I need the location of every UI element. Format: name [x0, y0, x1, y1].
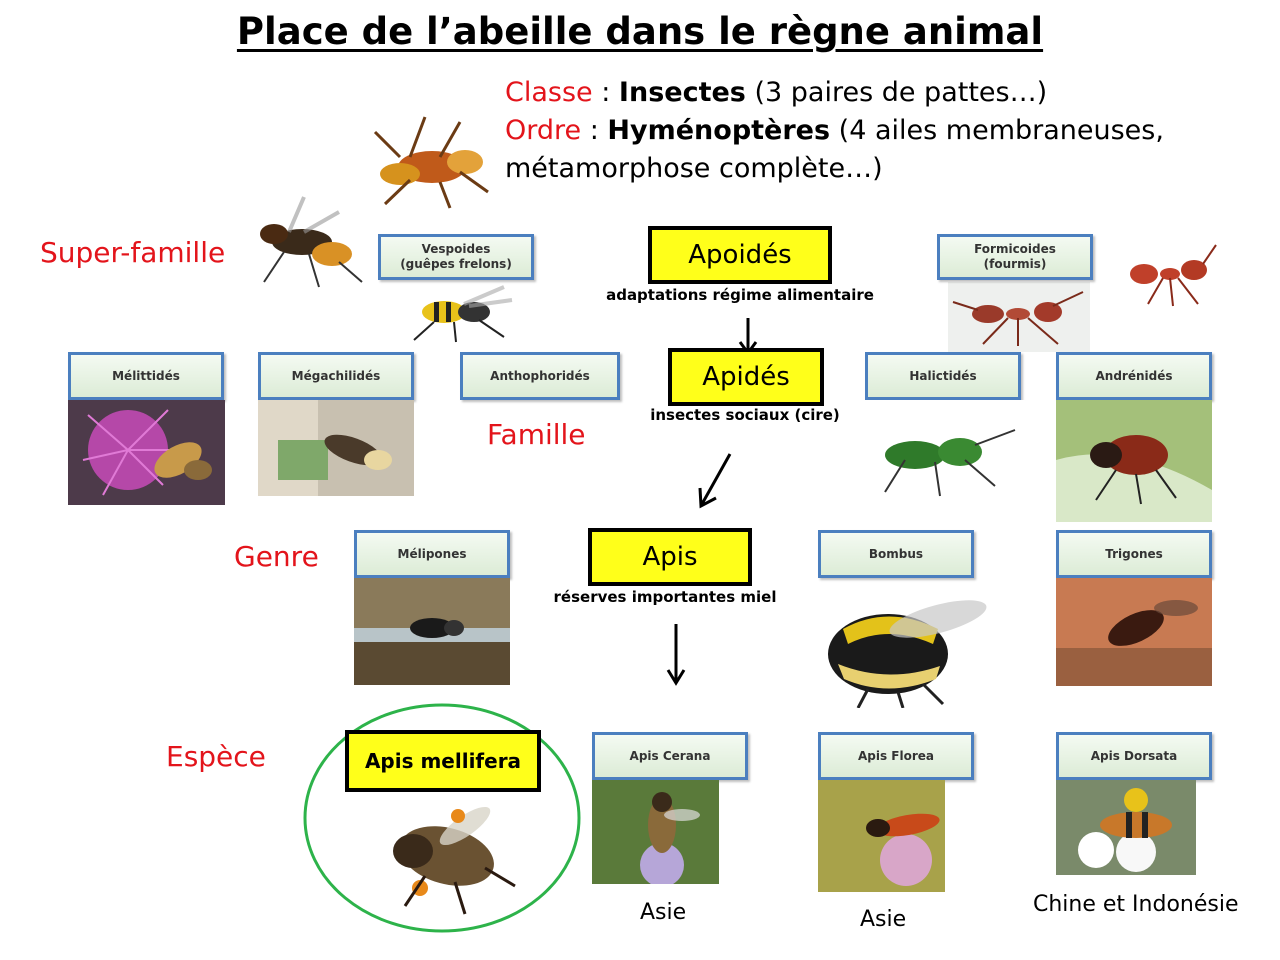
box-halictides: Halictidés: [865, 352, 1021, 400]
melipona-photo: [354, 578, 510, 685]
note-apoides: adaptations régime alimentaire: [606, 286, 874, 304]
ordre-line-2: métamorphose complète…): [505, 153, 883, 184]
wasp-photo-1: [244, 192, 364, 292]
hornet-photo: [370, 112, 495, 212]
box-apis: Apis: [588, 528, 752, 586]
bombus-photo: [808, 584, 998, 708]
box-melipones: Mélipones: [354, 530, 510, 578]
level-superfamille: Super-famille: [40, 236, 226, 269]
location-florea: Asie: [860, 907, 907, 932]
classe-line: [505, 74, 1164, 112]
note-apis: réserves importantes miel: [553, 588, 777, 606]
level-espece: Espèce: [166, 740, 266, 773]
box-trigones: Trigones: [1056, 530, 1212, 578]
location-cerana: Asie: [640, 900, 687, 925]
halictidae-photo: [855, 400, 1025, 505]
arrow-down-left-icon: [694, 450, 734, 510]
apis-mellifera-photo: [355, 796, 535, 918]
box-apis-dorsata: Apis Dorsata: [1056, 732, 1212, 780]
page-title: Place de l’abeille dans le règne animal: [236, 10, 1044, 53]
megachilidae-photo: [258, 400, 414, 496]
ordre-label: Ordre: [505, 115, 582, 146]
apis-cerana-photo: [592, 780, 719, 884]
arrow-down-icon-2: [664, 622, 688, 686]
apis-dorsata-photo: [1056, 780, 1196, 875]
level-genre: Genre: [234, 540, 319, 573]
ordre-note: (4 ailes membraneuses,: [838, 115, 1164, 146]
classification-text: [505, 74, 1164, 188]
melittidae-photo: [68, 400, 225, 505]
box-megachilides: Mégachilidés: [258, 352, 414, 400]
ordre-line: [505, 112, 1164, 150]
box-formicoides: Formicoides (fourmis): [937, 234, 1093, 280]
box-bombus: Bombus: [818, 530, 974, 578]
ant-photo-2: [1118, 240, 1218, 310]
box-anthophorides: Anthophoridés: [460, 352, 620, 400]
trigona-photo: [1056, 578, 1212, 686]
box-apis-florea: Apis Florea: [818, 732, 974, 780]
apis-florea-photo: [818, 780, 945, 892]
ordre-value: Hyménoptères: [607, 115, 831, 146]
box-apis-cerana: Apis Cerana: [592, 732, 748, 780]
box-apoides: Apoidés: [648, 226, 832, 284]
box-melittides: Mélittidés: [68, 352, 224, 400]
location-dorsata: Chine et Indonésie: [1033, 892, 1239, 917]
andrenidae-photo: [1056, 400, 1212, 522]
classe-note: (3 paires de pattes…): [754, 77, 1048, 108]
classe-label: Classe: [505, 77, 593, 108]
separator: :: [581, 115, 608, 146]
wasp-photo-2: [394, 282, 519, 344]
box-apis-mellifera: Apis mellifera: [345, 730, 541, 792]
classe-value: Insectes: [618, 77, 746, 108]
box-vespoides: Vespoides (guêpes frelons): [378, 234, 534, 280]
note-apides: insectes sociaux (cire): [650, 406, 840, 424]
box-andrenides: Andrénidés: [1056, 352, 1212, 400]
separator: :: [592, 77, 619, 108]
level-famille: Famille: [487, 418, 586, 451]
ant-photo-1: [948, 282, 1090, 352]
box-apides: Apidés: [668, 348, 824, 406]
